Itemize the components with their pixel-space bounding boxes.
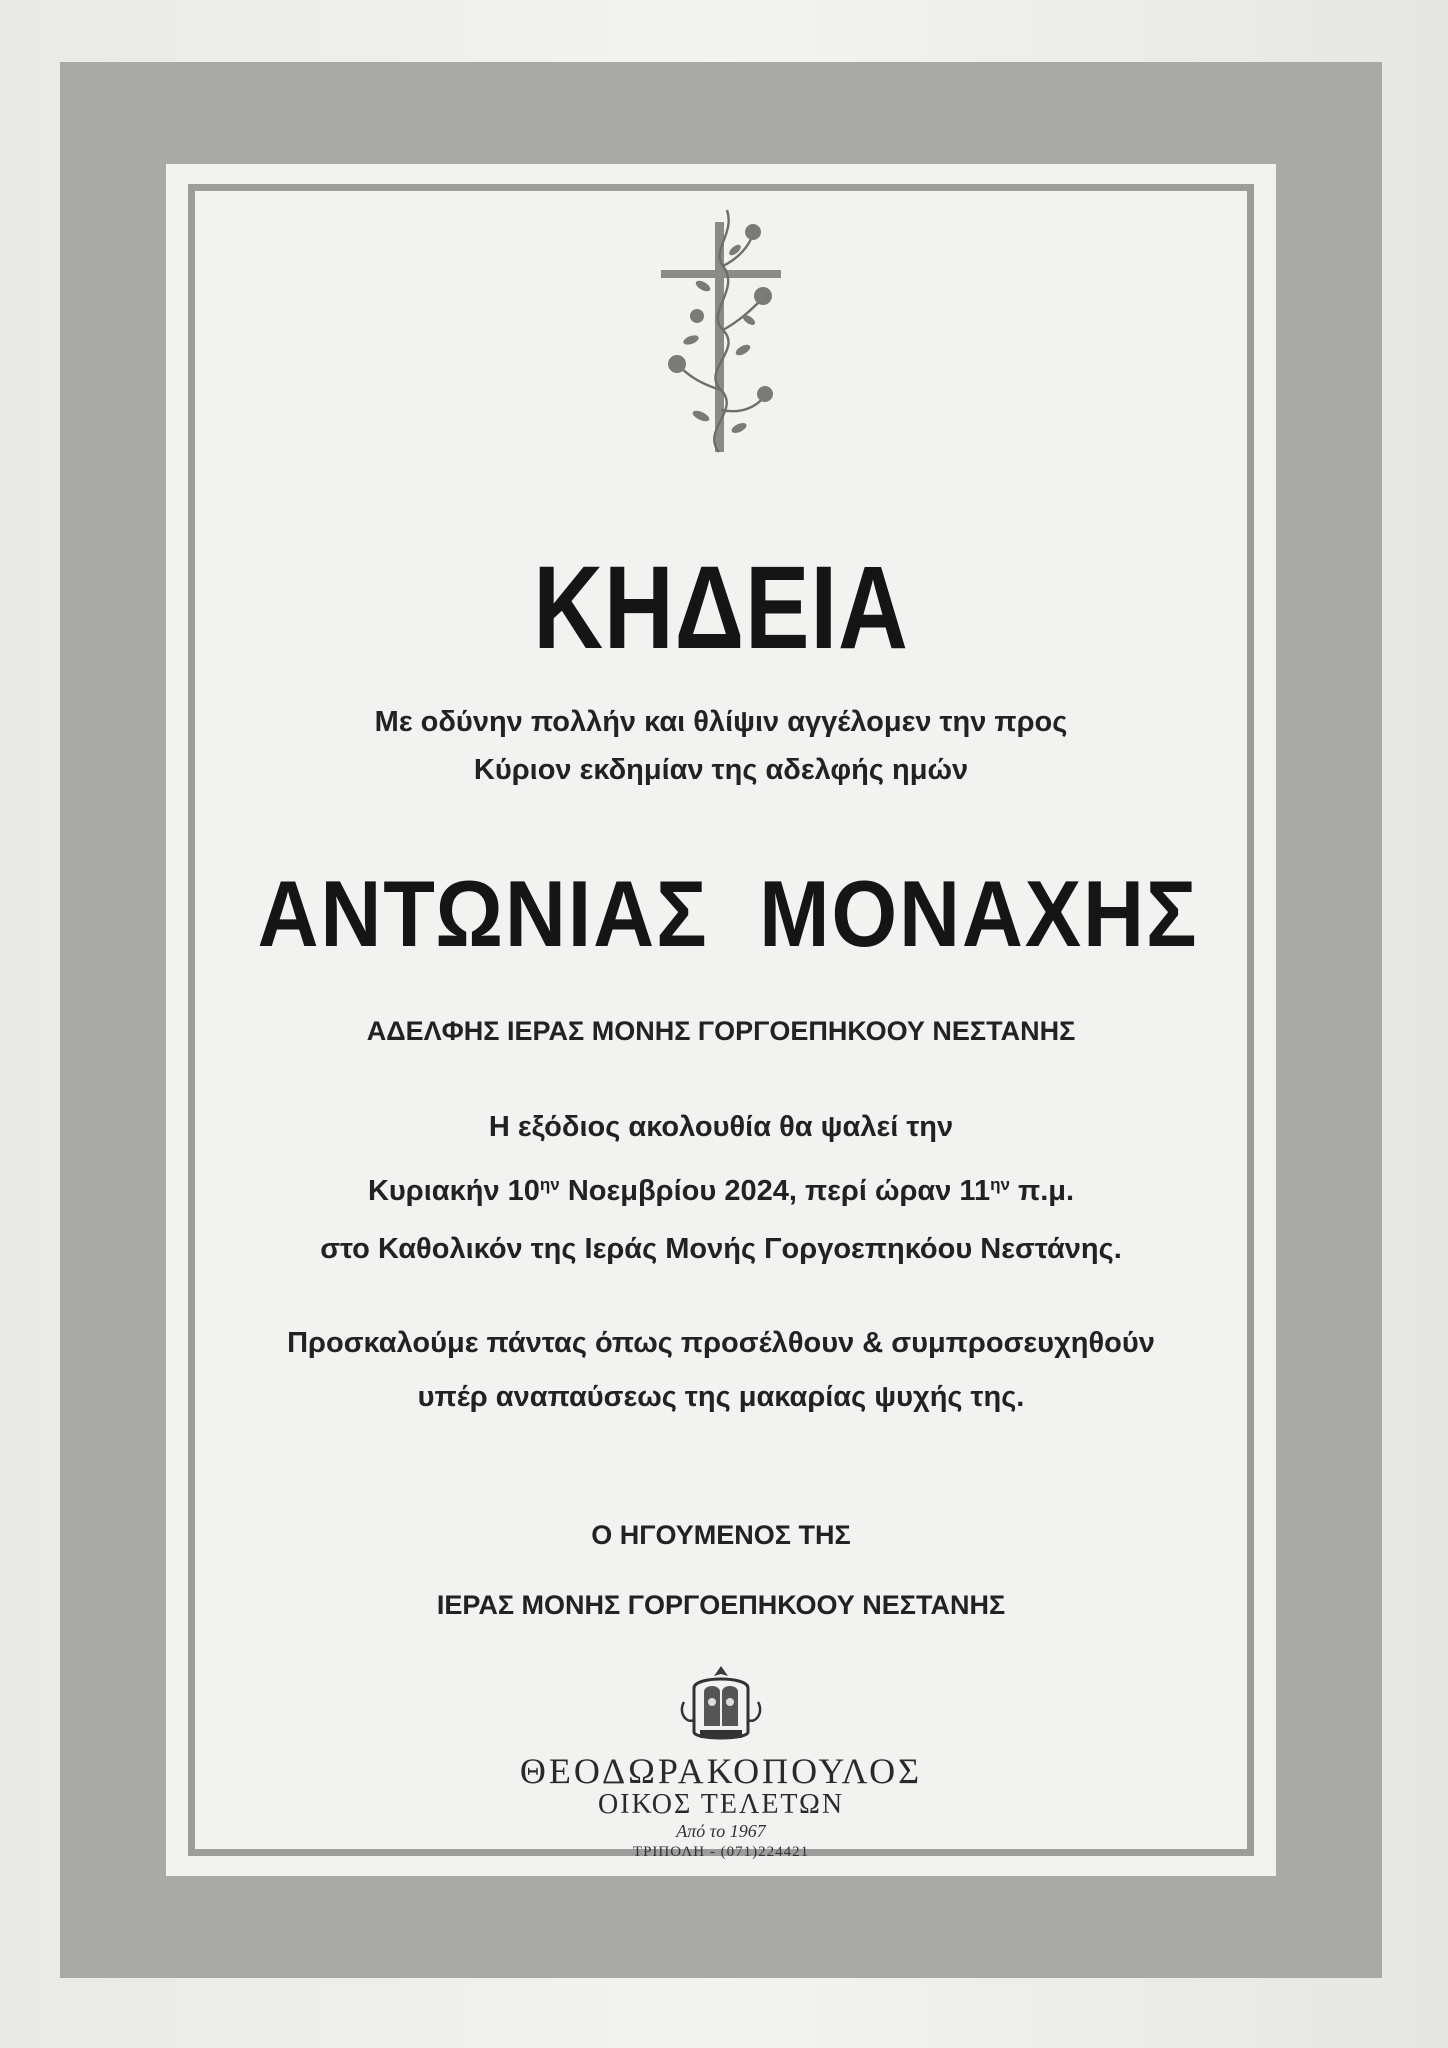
- ordinal-suffix: ην: [539, 1175, 560, 1194]
- intro-text: [206, 698, 1236, 794]
- service-date-day: Κυριακήν 10: [367, 1175, 540, 1207]
- cross-with-roses-icon: [206, 200, 1236, 460]
- invite-line-2: υπέρ αναπαύσεως της μακαρίας ψυχής της.: [417, 1381, 1025, 1413]
- service-time-suffix: π.μ.: [1009, 1175, 1075, 1207]
- service-line-3: στο Καθολικόν της Ιεράς Μονής Γοργοεπηκόου Νεστάνης.: [320, 1233, 1122, 1265]
- invitation-text: [206, 1316, 1236, 1424]
- service-details: [206, 1098, 1236, 1278]
- funeral-home-subtitle: ΟΙΚΟΣ ΤΕΛΕΤΩΝ: [597, 1789, 845, 1820]
- deceased-name: ΑΝΤΩΝΙΑΣ ΜΟΝΑΧΗΣ: [257, 861, 1199, 966]
- intro-line-1: Με οδύνην πολλήν και θλίψιν αγγέλομεν την προς: [374, 706, 1068, 738]
- funeral-home-since: Από το 1967: [676, 1821, 766, 1841]
- funeral-home-name: ΘΕΟΔΩΡΑΚΟΠΟΥΛΟΣ: [519, 1751, 923, 1791]
- ordinal-suffix: ην: [990, 1175, 1010, 1194]
- intro-line-2: Κύριον εκδημίαν της αδελφής ημών: [473, 754, 969, 786]
- signature-line-2: ΙΕΡΑΣ ΜΟΝΗΣ ΓΟΡΓΟΕΠΗΚΟΟΥ ΝΕΣΤΑΝΗΣ: [436, 1590, 1006, 1620]
- service-date-time: Νοεμβρίου 2024, περί ώραν 11: [559, 1175, 991, 1207]
- deceased-title: ΑΔΕΛΦΗΣ ΙΕΡΑΣ ΜΟΝΗΣ ΓΟΡΓΟΕΠΗΚΟΟΥ ΝΕΣΤΑΝΗΣ: [366, 1016, 1076, 1046]
- notice-panel: [166, 164, 1276, 1876]
- signature-line-1: Ο ΗΓΟΥΜΕΝΟΣ ΤΗΣ: [591, 1520, 851, 1550]
- grey-mourning-border: [60, 62, 1382, 1978]
- funeral-home-emblem-icon: [676, 1662, 766, 1748]
- service-line-2: [206, 1156, 1236, 1220]
- signature-block: [206, 1500, 1236, 1640]
- funeral-home-phone: ΤΡΙΠΟΛΗ - (071)224421: [632, 1844, 810, 1860]
- service-line-1: Η εξόδιος ακολουθία θα ψαλεί την: [488, 1111, 954, 1143]
- funeral-home-logo: [206, 1662, 1236, 1862]
- notice-heading: ΚΗΔΕΙΑ: [533, 542, 909, 674]
- invite-line-1: Προσκαλούμε πάντας όπως προσέλθουν & συμπροσευχηθούν: [287, 1327, 1155, 1359]
- notice-content: [206, 200, 1236, 1860]
